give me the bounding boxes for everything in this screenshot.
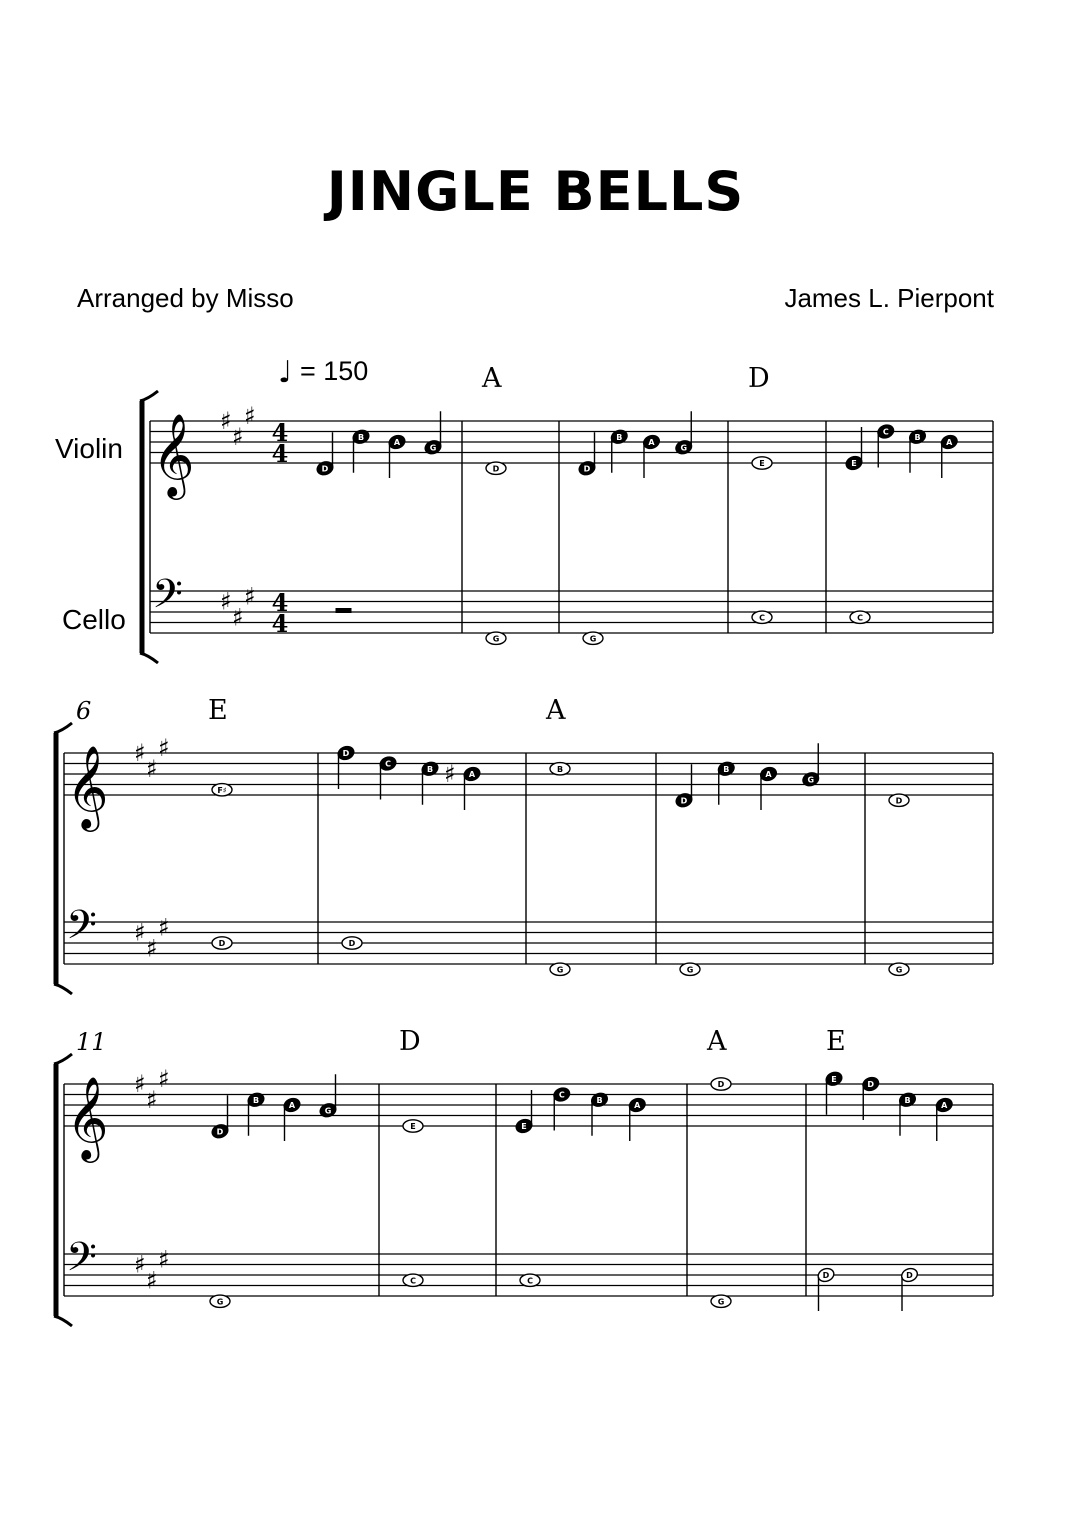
note-letter: A [941,1101,948,1111]
note-letter: C [410,1276,416,1286]
page-title: JINGLE BELLS [326,160,745,223]
cello-key-sharp-icon: ♯ [146,1266,158,1295]
note-letter: G [429,443,437,453]
composer-credit: James L. Pierpont [784,283,994,313]
note-letter: D [822,1271,830,1281]
cello-key-sharp-icon: ♯ [220,587,232,616]
arranger-credit: Arranged by Misso [77,283,294,313]
note-letter: D [348,939,356,949]
note-letter: B [723,764,730,774]
note-letter: D [321,464,329,474]
time-signature-top: 4 [271,418,289,447]
measure-number: 11 [76,1028,107,1056]
note-letter: C [385,759,391,769]
violin-key-sharp-icon: ♯ [232,422,244,451]
tempo-text: = 150 [300,356,369,386]
note-letter: D [717,1080,725,1090]
chord-symbol: D [748,363,770,394]
violin-key-sharp-icon: ♯ [220,407,232,435]
note-letter: D [680,796,688,806]
note-letter: G [492,634,500,644]
note-letter: A [634,1101,641,1111]
accidental-sharp-icon: ♯ [444,760,456,788]
cello-key-sharp-icon: ♯ [146,934,158,963]
violin-key-sharp-icon: ♯ [158,1064,170,1093]
note-letter: D [492,464,500,474]
violin-key-sharp-icon: ♯ [146,1085,158,1114]
instrument-name-violin: Violin [55,433,123,464]
bracket-bottom [54,1316,72,1326]
violin-key-sharp-icon: ♯ [244,401,256,430]
time-signature-bottom: 4 [271,609,289,638]
note-letter: C [882,427,889,437]
note-letter: B [357,432,365,442]
cello-key-sharp-icon: ♯ [134,1250,146,1279]
note-letter: A [393,438,401,448]
bracket-bottom [140,653,158,663]
note-letter: A [946,438,953,448]
time-signature-bottom: 4 [271,439,289,468]
note-letter: G [686,965,694,975]
note-letter: D [218,939,226,949]
note-letter: G [680,443,688,453]
treble-clef-icon: 𝄞 [66,744,109,828]
tempo-note-icon: ♩ [278,355,293,390]
bracket-top [140,391,158,401]
note-letter: E [831,1074,837,1084]
bracket-top [54,723,72,733]
bass-clef-icon: 𝄢 [66,1234,97,1290]
note-letter: G [807,775,815,785]
note-letter: E [851,459,857,469]
note-letter: E [759,459,765,469]
chord-symbol: E [826,1026,846,1057]
bass-clef-icon: 𝄢 [66,902,97,958]
half-rest-icon [336,608,352,613]
time-signature-top: 4 [271,588,289,617]
note-letter: C [558,1090,565,1100]
chord-symbol: D [399,1026,421,1057]
violin-key-sharp-icon: ♯ [134,1070,146,1098]
treble-clef-icon: 𝄞 [66,1075,109,1159]
treble-clef-icon: 𝄞 [152,412,195,496]
note-letter: G [216,1297,224,1307]
violin-key-sharp-icon: ♯ [134,739,146,767]
note-letter: B [616,432,623,442]
violin-key-sharp-icon: ♯ [146,754,158,783]
note-letter: D [342,749,350,759]
note-letter: A [765,770,772,780]
note-letter: A [288,1101,296,1111]
note-letter: G [556,965,564,975]
note-letter: B [556,764,564,774]
note-letter: C [759,613,765,623]
note-letter: C [857,613,863,623]
note-letter: F♯ [217,785,227,795]
chord-symbol: E [208,695,228,726]
note-letter: B [252,1095,260,1105]
cello-key-sharp-icon: ♯ [158,1245,170,1274]
instrument-name-cello: Cello [62,604,126,635]
note-letter: E [521,1122,527,1132]
note-letter: A [468,770,476,780]
note-letter: B [426,764,434,774]
cello-key-sharp-icon: ♯ [134,918,146,947]
note-letter: D [867,1080,875,1090]
chord-symbol: A [482,363,502,394]
note-letter: D [216,1127,224,1137]
note-letter: D [583,464,591,474]
note-letter: E [410,1122,416,1132]
measure-number: 6 [76,697,92,725]
cello-key-sharp-icon: ♯ [158,913,170,942]
bracket-bottom [54,984,72,994]
note-letter: D [906,1271,913,1281]
note-letter: B [914,432,921,442]
note-letter: G [324,1106,332,1116]
note-letter: G [589,634,597,644]
note-letter: C [527,1276,533,1286]
cello-key-sharp-icon: ♯ [232,603,244,632]
bracket-top [54,1054,72,1064]
note-letter: B [596,1095,603,1105]
note-letter: A [648,438,655,448]
cello-key-sharp-icon: ♯ [244,582,256,611]
note-letter: G [717,1297,725,1307]
chord-symbol: A [546,695,566,726]
violin-key-sharp-icon: ♯ [158,733,170,762]
note-letter: B [904,1095,911,1105]
note-letter: D [895,796,903,806]
bass-clef-icon: 𝄢 [152,571,183,627]
chord-symbol: A [707,1026,727,1057]
note-letter: G [895,965,903,975]
